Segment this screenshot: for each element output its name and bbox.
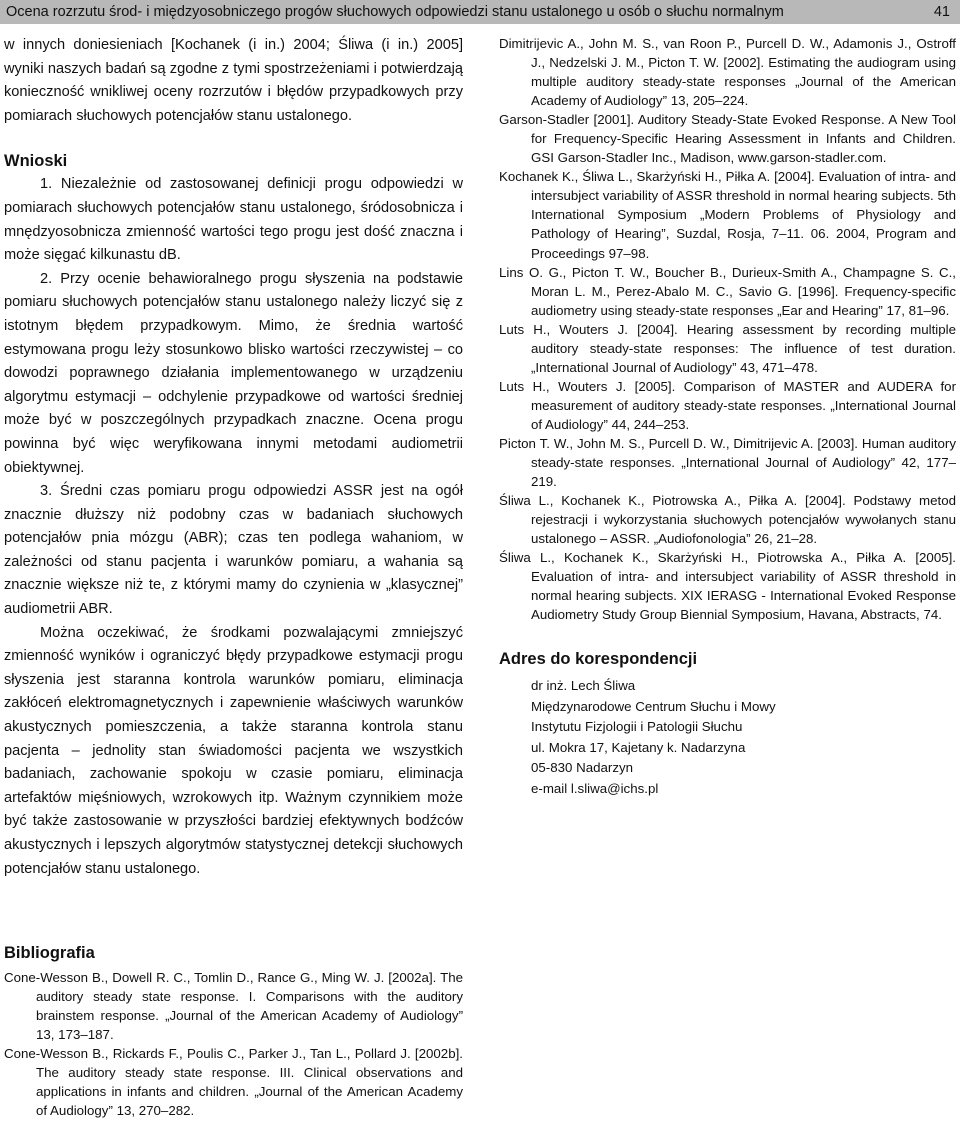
reference-item: Luts H., Wouters J. [2005]. Comparison of MASTER and AUDERA for measurement of auditory steady-state responses. „International Journal of Audiology” 44, 244–253. [499, 378, 956, 432]
correspondence-address [499, 676, 956, 799]
reference-item: Cone-Wesson B., Dowell R. C., Tomlin D., Rance G., Ming W. J. [2002a]. The auditory steady state response. I. Comparisons with the auditory brainstem response. „Journal of the American Academy of Audiology” 13, 173–187. [4, 970, 463, 1043]
reference-item: Kochanek K., Śliwa L., Skarżyński H., Piłka A. [2004]. Evaluation of intra- and intersubject variability of ASSR threshold in normal hearing subjects. 5th International Symposium „Modern Problems of Physiology and Pathology of Hearing”, Suzdal, Rosja, 7–11. 06. 2004, Program and Proceedings 97–98. [499, 169, 956, 261]
correspondence-heading: Adres do korespondencji [499, 650, 698, 669]
address-name: dr inż. Lech Śliwa [531, 678, 636, 694]
reference-item: Dimitrijevic A., John M. S., van Roon P., Purcell D. W., Adamonis J., Ostroff J., Nedzelski J. M., Picton T. W. [2002]. Estimating the audiogram using multiple auditory steady-state responses „Journal of the American Academy of Audiology” 13, 205–224. [499, 36, 956, 109]
left-column [4, 34, 463, 881]
address-institution: Międzynarodowe Centrum Słuchu i Mowy [531, 698, 776, 714]
page-number: 41 [933, 4, 950, 20]
running-header [0, 0, 960, 24]
reference-item: Luts H., Wouters J. [2004]. Hearing assessment by recording multiple auditory steady-state responses: The influence of test duration. „International Journal of Audiology” 43, 471–478. [499, 321, 956, 375]
reference-item: Śliwa L., Kochanek K., Piotrowska A., Piłka A. [2004]. Podstawy metod rejestracji i wykorzystania słuchowych potencjałów wywołanych stanu ustalonego – ASSR. „Audiofonologia” 26, 21–28. [499, 493, 956, 547]
right-column [499, 34, 956, 799]
intro-paragraph: w innych doniesieniach [Kochanek (i in.) 2004; Śliwa (i in.) 2005] wyniki naszych badań są zgodne z tymi spostrzeżeniami i potwierdzają konieczność wnikliwej oceny rozrzutów i błędów przypadkowych przy pomiarach słuchowych potencjałów stanu ustalonego. [4, 37, 463, 124]
reference-list [499, 34, 956, 624]
bibliography-left [4, 942, 463, 1120]
reference-item: Garson-Stadler [2001]. Auditory Steady-State Evoked Response. A New Tool for Frequency-Specific Hearing Assessment in Infants and Children. GSI Garson-Stadler Inc., Madison, www.garson-stadler.com. [499, 112, 956, 166]
conclusion-item-2: 2. Przy ocenie behawioralnego progu słyszenia na podstawie pomiaru słuchowych potencjałów stanu ustalonego należy liczyć się z istotnym błędem przypadkowym. Mimo, że średnia wartość estymowana progu leży stosunkowo blisko wartości rzeczywistej – co dowodzi poprawnego działania implementowanego w urządzeniu algorytmu estymacji – odchylenie przypadkowe od wartości średniej może być w poszczególnych przypadkach znaczne. Ocena progu powinna być więc weryfikowana innymi metodami audiometrii obiektywnej. [4, 270, 463, 476]
bibliography-heading: Bibliografia [4, 944, 95, 962]
running-title: Ocena rozrzutu środ- i międzyosobniczego progów słuchowych odpowiedzi stanu ustalonego u osób o słuchu normalnym [6, 4, 784, 20]
reference-item: Śliwa L., Kochanek K., Skarżyński H., Piotrowska A., Piłka A. [2005]. Evaluation of intra- and intersubject variability of ASSR threshold in normal hearing subjects. XIX IERASG - International Evoked Response Audiometry Study Group Biennial Symposium, Havana, Abstracts, 74. [499, 550, 956, 623]
conclusion-item-3: 3. Średni czas pomiaru progu odpowiedzi ASSR jest na ogół znacznie dłuższy niż podobny czas w badaniach słuchowych potencjałów pnia mózgu (ABR); czas ten podlega wahaniom, w zależności od stanu pacjenta i warunków pomiaru, a wahania są znacznie większe niż te, z którymi mamy do czynienia w „klasycznej” audiometrii ABR. [4, 483, 463, 618]
address-street: ul. Mokra 17, Kajetany k. Nadarzyna [531, 739, 746, 755]
reference-item: Lins O. G., Picton T. W., Boucher B., Durieux-Smith A., Champagne S. C., Moran L. M., Perez-Abalo M. C., Savio G. [1996]. Frequency-specific audiometry using steady-state responses „Ear and Hearing” 17, 81–96. [499, 264, 956, 318]
reference-item: Cone-Wesson B., Rickards F., Poulis C., Parker J., Tan L., Pollard J. [2002b]. The auditory steady state response. III. Clinical observations and applications in infants and children. „Journal of the American Academy of Audiology” 13, 270–282. [4, 1046, 463, 1119]
conclusion-item-1: 1. Niezależnie od zastosowanej definicji progu odpowiedzi w pomiarach słuchowych potencjałów stanu ustalonego, śródosobnicza i mnędzyosobnicza zmienność wartości tego progu jest dość znaczna i może sięgać kilkunastu dB. [4, 176, 463, 264]
conclusions-heading: Wnioski [4, 152, 68, 171]
address-institute: Instytutu Fizjologii i Patologii Słuchu [531, 719, 743, 735]
reference-item: Picton T. W., John M. S., Purcell D. W., Dimitrijevic A. [2003]. Human auditory steady-state responses. „International Journal of Audiology” 42, 177–219. [499, 435, 956, 490]
address-postcode: 05-830 Nadarzyn [531, 760, 634, 776]
closing-paragraph: Można oczekiwać, że środkami pozwalającymi zmniejszyć zmienność wyników i ograniczyć błędy przypadkowe estymacji progu słyszenia jest staranna kontrola warunków pomiaru, eliminacja zakłóceń elektromagnetycznych i zapewnienie właściwych warunków akustycznych pomieszczenia, a także staranna kontrola stanu pacjenta – jednolity stan świadomości pacjenta we wszystkich badaniach, zachowanie spokoju w czasie pomiaru, eliminacja artefaktów mięśniowych, wzrokowych itp. Ważnym czynnikiem może być także zastosowanie w przyszłości bardziej efektywnych bodźców akustycznych i lepszych algorytmów statystycznej detekcji słuchowych potencjałów stanu ustalonego. [4, 624, 463, 877]
address-email: e-mail l.sliwa@ichs.pl [531, 780, 659, 796]
